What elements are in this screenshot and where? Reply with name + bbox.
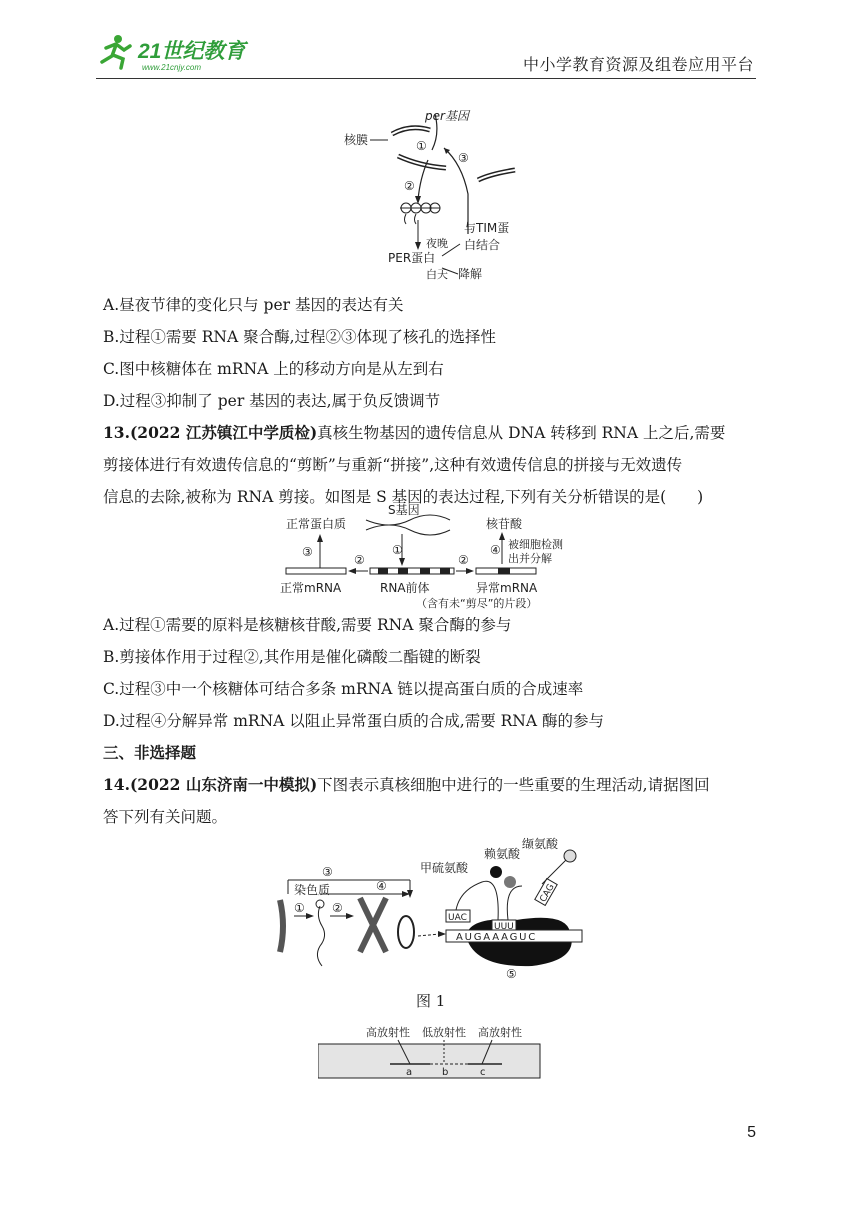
svg-text:低放射性: 低放射性	[422, 1026, 466, 1039]
svg-text:白结合: 白结合	[464, 238, 501, 252]
svg-text:正常mRNA: 正常mRNA	[280, 581, 342, 595]
svg-text:21世纪教育: 21世纪教育	[138, 40, 246, 63]
q12-option-c: C.图中核糖体在 mRNA 上的移动方向是从左到右	[103, 360, 444, 378]
figure1-caption: 图 1	[416, 992, 446, 1010]
translation-figure	[270, 836, 600, 982]
svg-text:正常蛋白质: 正常蛋白质	[286, 517, 347, 531]
q12-option-a: A.昼夜节律的变化只与 per 基因的表达有关	[103, 296, 404, 314]
svg-text:c: c	[480, 1067, 486, 1078]
svg-text:UAC: UAC	[448, 913, 467, 923]
svg-text:④: ④	[490, 543, 501, 557]
svg-text:高放射性: 高放射性	[366, 1026, 410, 1039]
q13-option-b: B.剪接体作用于过程②,其作用是催化磷酸二酯键的断裂	[103, 648, 481, 666]
svg-text:CAG: CAG	[538, 882, 557, 905]
svg-text:①: ①	[416, 139, 427, 153]
svg-text:⑤: ⑤	[506, 967, 517, 981]
page-header	[96, 30, 756, 79]
site-logo	[96, 32, 266, 74]
svg-text:②: ②	[332, 901, 343, 915]
svg-text:与TIM蛋: 与TIM蛋	[464, 221, 510, 235]
q12-option-d: D.过程③抑制了 per 基因的表达,属于负反馈调节	[103, 392, 441, 410]
svg-text:RNA前体: RNA前体	[380, 581, 430, 595]
svg-text:被细胞检测: 被细胞检测	[508, 538, 563, 551]
q13-option-d: D.过程④分解异常 mRNA 以阻止异常蛋白质的合成,需要 RNA 酶的参与	[103, 712, 604, 730]
svg-text:PER蛋白: PER蛋白	[388, 251, 436, 265]
q13-stem-line3: 信息的去除,被称为 RNA 剪接。如图是 S 基因的表达过程,下列有关分析错误的是( )	[103, 488, 704, 506]
q14-stem-line1: 14.(2022 山东济南一中模拟)下图表示真核细胞中进行的一些重要的生理活动,请据图回	[103, 775, 710, 794]
svg-text:①: ①	[392, 543, 403, 557]
q13-stem-line2: 剪接体进行有效遗传信息的“剪断”与重新“拼接”,这种有效遗传信息的拼接与无效遗传	[103, 456, 683, 474]
radioactivity-figure	[318, 1022, 544, 1082]
svg-text:UUU: UUU	[494, 922, 514, 932]
q14-stem-line2: 答下列有关问题。	[103, 808, 228, 826]
svg-text:缬氨酸: 缬氨酸	[522, 837, 559, 851]
q13-stem-line1: 13.(2022 江苏镇江中学质检)真核生物基因的遗传信息从 DNA 转移到 RNA 上之后,需要	[103, 423, 726, 442]
rna-splicing-figure	[270, 500, 610, 614]
q13-option-a: A.过程①需要的原料是核糖核苷酸,需要 RNA 聚合酶的参与	[103, 616, 512, 634]
svg-text:www.21cnjy.com: www.21cnjy.com	[142, 63, 201, 72]
q13-option-c: C.过程③中一个核糖体可结合多条 mRNA 链以提高蛋白质的合成速率	[103, 680, 584, 698]
svg-text:b: b	[442, 1067, 449, 1078]
svg-text:②: ②	[458, 553, 469, 567]
svg-text:①: ①	[294, 901, 305, 915]
svg-text:白天: 白天	[426, 268, 448, 281]
svg-text:夜晚: 夜晚	[426, 237, 448, 250]
svg-text:甲硫氨酸: 甲硫氨酸	[420, 861, 469, 875]
svg-text:高放射性: 高放射性	[478, 1026, 522, 1039]
platform-name: 中小学教育资源及组卷应用平台	[522, 55, 754, 74]
section-heading: 三、非选择题	[103, 743, 197, 762]
svg-text:③: ③	[458, 151, 469, 165]
svg-text:a: a	[406, 1067, 413, 1078]
svg-text:per基因: per基因	[425, 109, 469, 123]
svg-text:S基因: S基因	[388, 503, 420, 517]
svg-text:②: ②	[354, 553, 365, 567]
per-gene-figure	[340, 104, 530, 284]
svg-text:赖氨酸: 赖氨酸	[484, 847, 521, 861]
svg-text:④: ④	[376, 879, 387, 893]
svg-text:AUGAAAGUC: AUGAAAGUC	[456, 932, 538, 943]
page-number: 5	[747, 1124, 756, 1141]
svg-text:③: ③	[302, 545, 313, 559]
svg-text:③: ③	[322, 865, 333, 879]
svg-text:核膜: 核膜	[344, 133, 369, 147]
q12-option-b: B.过程①需要 RNA 聚合酶,过程②③体现了核孔的选择性	[103, 328, 497, 346]
svg-text:②: ②	[404, 179, 415, 193]
svg-text:核苷酸: 核苷酸	[486, 517, 523, 531]
svg-text:出并分解: 出并分解	[508, 552, 552, 565]
svg-text:（含有未“剪尽”的片段）: （含有未“剪尽”的片段）	[416, 597, 538, 610]
runner-icon	[102, 35, 130, 68]
svg-text:染色质: 染色质	[294, 883, 331, 897]
svg-text:降解: 降解	[458, 267, 483, 281]
svg-text:异常mRNA: 异常mRNA	[476, 581, 538, 595]
